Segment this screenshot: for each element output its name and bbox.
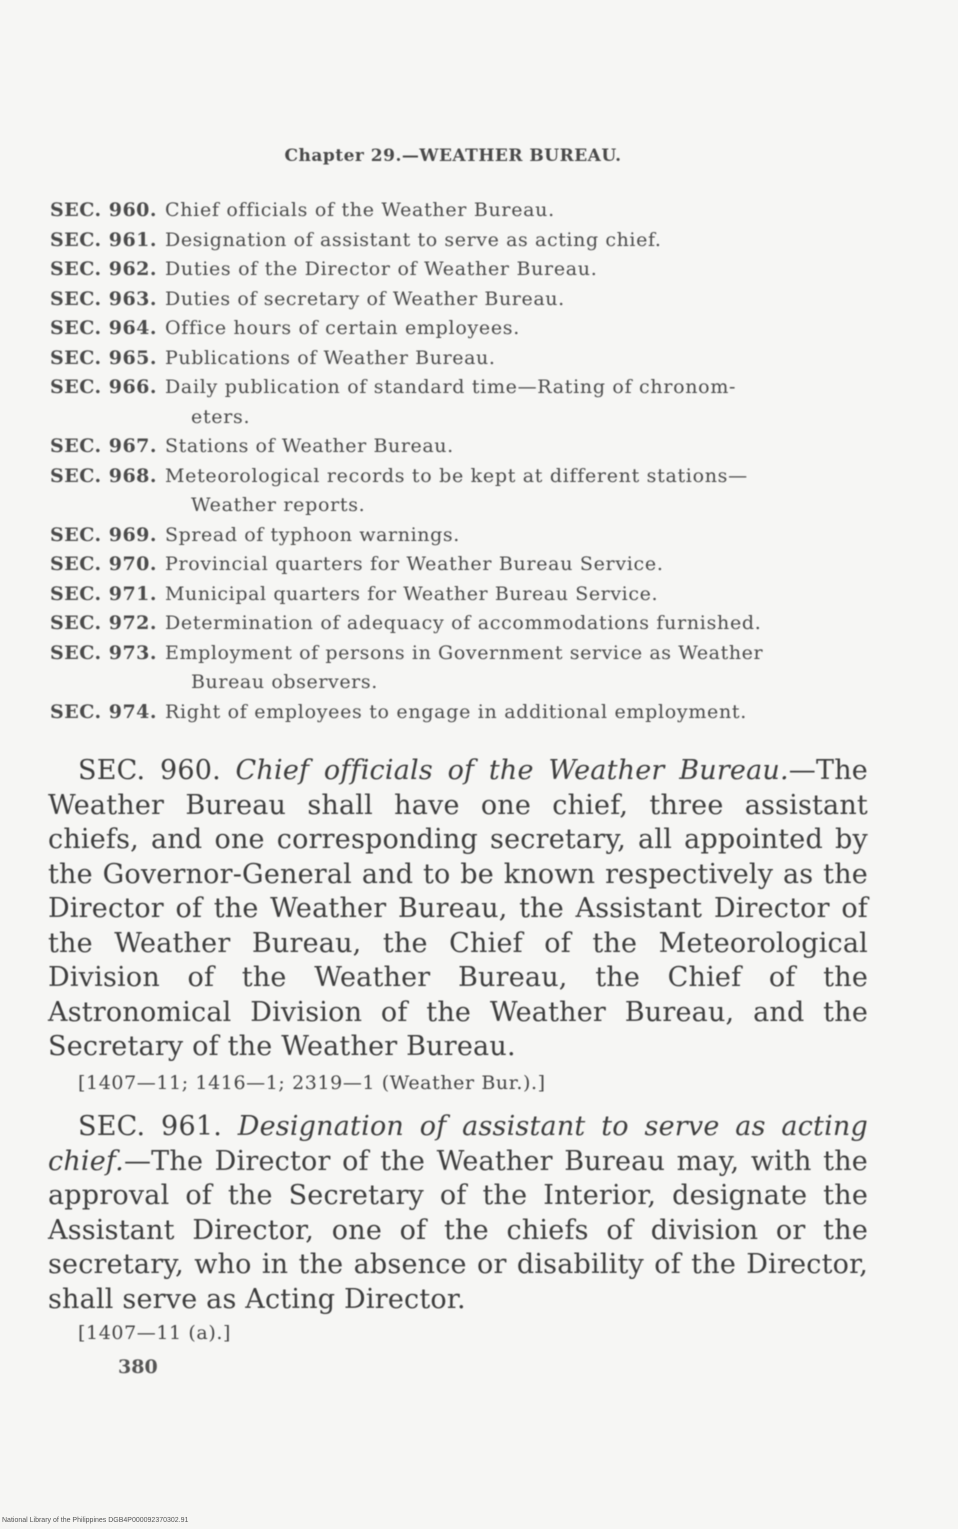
toc-section-number: SEC. 971.	[50, 582, 157, 605]
toc-section-number: SEC. 972.	[50, 612, 157, 634]
toc-title-continuation: Bureau observers.	[191, 671, 378, 693]
section-heading: Designation of assistant to serve as acting chief.	[48, 1111, 868, 1177]
toc-section-title	[165, 196, 868, 226]
toc-section-number: SEC. 961.	[50, 228, 157, 251]
page-number: 380	[118, 1356, 158, 1378]
toc-section-title	[165, 285, 868, 315]
toc-item-967	[50, 432, 868, 462]
toc-title-text: Right of employees to engage in additional employment.	[165, 700, 748, 723]
section-paragraph	[48, 754, 868, 1065]
toc-section-title	[165, 639, 868, 698]
toc-item-971	[50, 580, 868, 610]
toc-section-number: SEC. 963.	[50, 287, 157, 310]
toc-section-title	[165, 314, 868, 344]
toc-section-title	[165, 226, 868, 256]
toc-section-number: SEC. 960.	[50, 199, 157, 221]
toc-item-964	[50, 314, 868, 344]
toc-title-text: Office hours of certain employees.	[165, 317, 520, 339]
toc-section-title	[165, 698, 868, 728]
toc-item-963	[50, 285, 868, 315]
section-label: SEC. 960.	[78, 755, 221, 786]
toc-title-text: Chief officials of the Weather Bureau.	[165, 199, 555, 221]
toc-section-number: SEC. 968.	[50, 464, 157, 487]
toc-title-text: Designation of assistant to serve as acting chief.	[165, 228, 662, 251]
toc-title-text: Municipal quarters for Weather Bureau Service.	[165, 582, 659, 605]
toc-section-title	[165, 344, 868, 374]
toc-title-text: Daily publication of standard time—Rating of chronom-	[165, 376, 737, 398]
toc-title-text: Duties of secretary of Weather Bureau.	[165, 287, 565, 310]
toc-section-title	[165, 609, 868, 639]
toc-item-974	[50, 698, 868, 728]
section-960	[48, 754, 868, 1065]
toc-title-continuation: eters.	[191, 405, 251, 428]
toc-section-number: SEC. 964.	[50, 317, 157, 339]
toc-section-number: SEC. 970.	[50, 553, 157, 575]
section-citation: [1407—11 (a).]	[78, 1322, 231, 1344]
toc-item-966	[50, 373, 868, 432]
toc-section-title	[165, 432, 868, 462]
section-label: SEC. 961.	[78, 1111, 222, 1142]
toc-item-973	[50, 639, 868, 698]
toc-title-text: Stations of Weather Bureau.	[165, 435, 454, 457]
toc-section-title	[165, 255, 868, 285]
toc-section-number: SEC. 974.	[50, 700, 157, 723]
toc-section-number: SEC. 966.	[50, 376, 157, 398]
section-body: —The Weather Bureau shall have one chief, three assistant chiefs, and one corresponding secretary, all appointed by the Governor-General and to be known respectively as the Director of the Weather Bureau, the Assistant Director of the Weather Bureau, the Chief of the Meteorological Division of the Weather Bureau, the Chief of the Astronomical Division of the Weather Bureau, and the Secretary of the Weather Bureau.	[48, 755, 868, 1062]
toc-item-968	[50, 462, 868, 521]
toc-item-965	[50, 344, 868, 374]
toc-section-number: SEC. 967.	[50, 435, 157, 457]
toc-title-text: Duties of the Director of Weather Bureau.	[165, 258, 598, 280]
toc-title-text: Determination of adequacy of accommodations furnished.	[165, 612, 762, 634]
toc-section-title	[165, 462, 868, 521]
toc-section-title	[165, 580, 868, 610]
toc-item-962	[50, 255, 868, 285]
toc-item-960	[50, 196, 868, 226]
toc-section-number: SEC. 969.	[50, 523, 157, 546]
section-961	[48, 1110, 868, 1317]
toc-item-972	[50, 609, 868, 639]
scan-credit: National Library of the Philippines DGB4P000092370302.91	[2, 1517, 189, 1524]
toc-section-title	[165, 521, 868, 551]
toc-section-title	[165, 373, 868, 432]
section-index	[50, 196, 868, 727]
toc-section-title	[165, 550, 868, 580]
toc-item-970	[50, 550, 868, 580]
chapter-title: Chapter 29.—WEATHER BUREAU.	[284, 146, 622, 166]
section-paragraph	[48, 1110, 868, 1317]
toc-title-text: Provincial quarters for Weather Bureau Service.	[165, 553, 664, 575]
section-body: —The Director of the Weather Bureau may, with the approval of the Secretary of the Interior, designate the Assistant Director, one of the chiefs of division or the secretary, who in the absence or disability of the Director, shall serve as Acting Director.	[48, 1145, 868, 1315]
toc-section-number: SEC. 962.	[50, 258, 157, 280]
section-heading: Chief officials of the Weather Bureau.	[235, 755, 789, 786]
toc-title-text: Publications of Weather Bureau.	[165, 346, 496, 369]
toc-section-number: SEC. 965.	[50, 346, 157, 369]
toc-title-text: Employment of persons in Government service as Weather	[165, 641, 764, 664]
toc-title-text: Spread of typhoon warnings.	[165, 523, 460, 546]
toc-section-number: SEC. 973.	[50, 641, 157, 664]
toc-title-continuation: Weather reports.	[191, 494, 366, 516]
toc-item-969	[50, 521, 868, 551]
toc-title-text: Meteorological records to be kept at different stations—	[165, 464, 748, 487]
toc-item-961	[50, 226, 868, 256]
section-citation: [1407—11; 1416—1; 2319—1 (Weather Bur.).]	[78, 1072, 546, 1094]
